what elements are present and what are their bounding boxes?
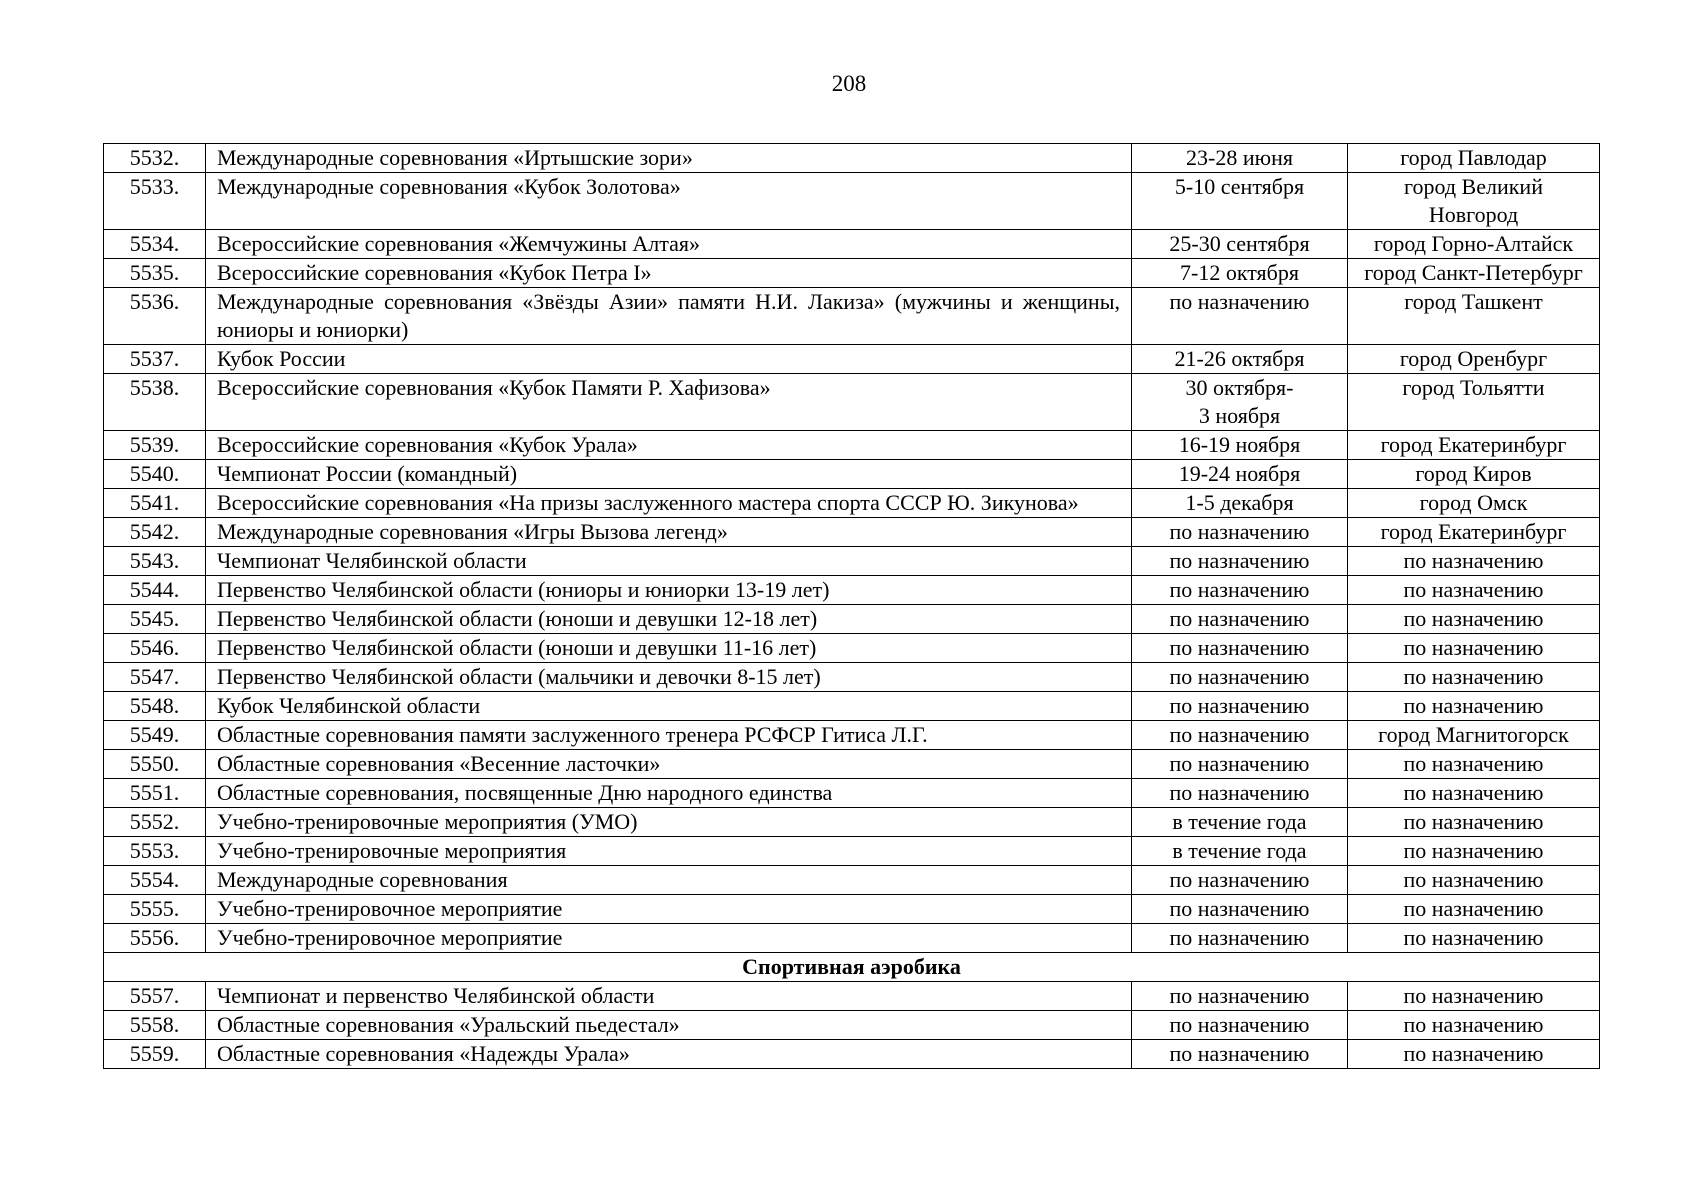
- event-date: по назначению: [1132, 663, 1348, 692]
- event-place: город Магнитогорск: [1348, 721, 1600, 750]
- event-date: по назначению: [1132, 779, 1348, 808]
- event-date: по назначению: [1132, 1040, 1348, 1069]
- event-name: Международные соревнования «Звёзды Азии» памяти Н.И. Лакиза» (мужчины и женщины, юниоры и юниорки): [206, 288, 1132, 345]
- event-name: Международные соревнования «Игры Вызова легенд»: [206, 518, 1132, 547]
- event-place: по назначению: [1348, 547, 1600, 576]
- event-date: по назначению: [1132, 634, 1348, 663]
- table-row: [104, 924, 1600, 953]
- event-place: по назначению: [1348, 837, 1600, 866]
- event-date: в течение года: [1132, 808, 1348, 837]
- event-name: Международные соревнования: [206, 866, 1132, 895]
- event-name: Учебно-тренировочные мероприятия: [206, 837, 1132, 866]
- table-row: [104, 866, 1600, 895]
- event-place: город Оренбург: [1348, 345, 1600, 374]
- event-date: по назначению: [1132, 692, 1348, 721]
- event-date: по назначению: [1132, 750, 1348, 779]
- event-name: Областные соревнования «Весенние ласточки»: [206, 750, 1132, 779]
- event-name: Всероссийские соревнования «Кубок Петра I»: [206, 259, 1132, 288]
- event-name: Чемпионат России (командный): [206, 460, 1132, 489]
- event-place: по назначению: [1348, 1011, 1600, 1040]
- table-row: [104, 374, 1600, 431]
- event-name: Областные соревнования памяти заслуженного тренера РСФСР Гитиса Л.Г.: [206, 721, 1132, 750]
- event-name: Учебно-тренировочное мероприятие: [206, 895, 1132, 924]
- event-name: Первенство Челябинской области (мальчики и девочки 8-15 лет): [206, 663, 1132, 692]
- table-row: [104, 576, 1600, 605]
- event-number: 5548.: [104, 692, 206, 721]
- event-number: 5537.: [104, 345, 206, 374]
- event-place: по назначению: [1348, 605, 1600, 634]
- event-place: город Киров: [1348, 460, 1600, 489]
- event-name: Всероссийские соревнования «На призы заслуженного мастера спорта СССР Ю. Зикунова»: [206, 489, 1132, 518]
- event-name: Всероссийские соревнования «Жемчужины Алтая»: [206, 230, 1132, 259]
- event-name: Областные соревнования «Уральский пьедестал»: [206, 1011, 1132, 1040]
- event-date: по назначению: [1132, 576, 1348, 605]
- table-row: [104, 173, 1600, 230]
- event-number: 5535.: [104, 259, 206, 288]
- event-number: 5538.: [104, 374, 206, 431]
- event-name: Международные соревнования «Кубок Золотова»: [206, 173, 1132, 230]
- table-row: [104, 144, 1600, 173]
- table-row: [104, 895, 1600, 924]
- event-place: по назначению: [1348, 750, 1600, 779]
- section-title: Спортивная аэробика: [104, 953, 1600, 982]
- event-place: город Екатеринбург: [1348, 431, 1600, 460]
- event-name: Областные соревнования, посвященные Дню народного единства: [206, 779, 1132, 808]
- event-name: Учебно-тренировочные мероприятия (УМО): [206, 808, 1132, 837]
- event-date: 30 октября- 3 ноября: [1132, 374, 1348, 431]
- event-number: 5541.: [104, 489, 206, 518]
- event-number: 5545.: [104, 605, 206, 634]
- event-place: по назначению: [1348, 808, 1600, 837]
- event-place: город Горно-Алтайск: [1348, 230, 1600, 259]
- event-date: 19-24 ноября: [1132, 460, 1348, 489]
- events-table: [103, 143, 1600, 1069]
- table-row: [104, 518, 1600, 547]
- event-number: 5554.: [104, 866, 206, 895]
- event-date: по назначению: [1132, 518, 1348, 547]
- event-number: 5544.: [104, 576, 206, 605]
- event-date: в течение года: [1132, 837, 1348, 866]
- event-date: по назначению: [1132, 1011, 1348, 1040]
- event-place: город Павлодар: [1348, 144, 1600, 173]
- event-number: 5553.: [104, 837, 206, 866]
- event-number: 5536.: [104, 288, 206, 345]
- event-name: Чемпионат Челябинской области: [206, 547, 1132, 576]
- event-number: 5546.: [104, 634, 206, 663]
- event-date: 25-30 сентября: [1132, 230, 1348, 259]
- event-name: Первенство Челябинской области (юноши и девушки 11-16 лет): [206, 634, 1132, 663]
- event-place: по назначению: [1348, 663, 1600, 692]
- event-place: город Ташкент: [1348, 288, 1600, 345]
- event-number: 5559.: [104, 1040, 206, 1069]
- event-place: по назначению: [1348, 1040, 1600, 1069]
- table-row: [104, 230, 1600, 259]
- event-date: по назначению: [1132, 982, 1348, 1011]
- event-name: Всероссийские соревнования «Кубок Урала»: [206, 431, 1132, 460]
- event-place: по назначению: [1348, 576, 1600, 605]
- event-date: по назначению: [1132, 547, 1348, 576]
- table-row: [104, 663, 1600, 692]
- event-place: город Омск: [1348, 489, 1600, 518]
- event-number: 5539.: [104, 431, 206, 460]
- event-date: 5-10 сентября: [1132, 173, 1348, 230]
- event-number: 5540.: [104, 460, 206, 489]
- event-date: 23-28 июня: [1132, 144, 1348, 173]
- event-number: 5555.: [104, 895, 206, 924]
- event-date: 16-19 ноября: [1132, 431, 1348, 460]
- table-row: [104, 1040, 1600, 1069]
- page-number: 208: [831, 71, 867, 96]
- event-date: по назначению: [1132, 605, 1348, 634]
- table-row: [104, 721, 1600, 750]
- event-date: по назначению: [1132, 866, 1348, 895]
- event-place: по назначению: [1348, 634, 1600, 663]
- event-name: Кубок России: [206, 345, 1132, 374]
- event-number: 5551.: [104, 779, 206, 808]
- table-row: [104, 288, 1600, 345]
- event-place: по назначению: [1348, 895, 1600, 924]
- table-row: [104, 779, 1600, 808]
- event-name: Международные соревнования «Иртышские зори»: [206, 144, 1132, 173]
- event-place: по назначению: [1348, 779, 1600, 808]
- event-number: 5543.: [104, 547, 206, 576]
- section-header-row: [104, 953, 1600, 982]
- event-name: Первенство Челябинской области (юниоры и юниорки 13-19 лет): [206, 576, 1132, 605]
- event-number: 5550.: [104, 750, 206, 779]
- event-number: 5552.: [104, 808, 206, 837]
- event-name: Всероссийские соревнования «Кубок Памяти Р. Хафизова»: [206, 374, 1132, 431]
- table-row: [104, 431, 1600, 460]
- event-place: по назначению: [1348, 982, 1600, 1011]
- event-date: 1-5 декабря: [1132, 489, 1348, 518]
- table-row: [104, 345, 1600, 374]
- event-name: Чемпионат и первенство Челябинской области: [206, 982, 1132, 1011]
- table-row: [104, 982, 1600, 1011]
- event-number: 5533.: [104, 173, 206, 230]
- table-row: [104, 1011, 1600, 1040]
- event-number: 5556.: [104, 924, 206, 953]
- event-place: по назначению: [1348, 692, 1600, 721]
- table-row: [104, 634, 1600, 663]
- event-place: город Тольятти: [1348, 374, 1600, 431]
- event-number: 5557.: [104, 982, 206, 1011]
- table-row: [104, 837, 1600, 866]
- event-name: Первенство Челябинской области (юноши и девушки 12-18 лет): [206, 605, 1132, 634]
- event-place: по назначению: [1348, 866, 1600, 895]
- event-number: 5532.: [104, 144, 206, 173]
- event-number: 5549.: [104, 721, 206, 750]
- table-row: [104, 460, 1600, 489]
- event-place: город Екатеринбург: [1348, 518, 1600, 547]
- event-date: по назначению: [1132, 895, 1348, 924]
- table-row: [104, 750, 1600, 779]
- event-place: город Санкт-Петербург: [1348, 259, 1600, 288]
- event-date: 21-26 октября: [1132, 345, 1348, 374]
- event-name: Учебно-тренировочное мероприятие: [206, 924, 1132, 953]
- event-number: 5534.: [104, 230, 206, 259]
- table-row: [104, 605, 1600, 634]
- event-number: 5558.: [104, 1011, 206, 1040]
- table-row: [104, 489, 1600, 518]
- event-number: 5547.: [104, 663, 206, 692]
- event-date: по назначению: [1132, 721, 1348, 750]
- event-name: Кубок Челябинской области: [206, 692, 1132, 721]
- event-date: по назначению: [1132, 924, 1348, 953]
- event-number: 5542.: [104, 518, 206, 547]
- event-date: по назначению: [1132, 288, 1348, 345]
- events-table-body: [104, 144, 1600, 1069]
- event-name: Областные соревнования «Надежды Урала»: [206, 1040, 1132, 1069]
- table-row: [104, 259, 1600, 288]
- table-row: [104, 692, 1600, 721]
- table-row: [104, 547, 1600, 576]
- event-place: город Великий Новгород: [1348, 173, 1600, 230]
- event-place: по назначению: [1348, 924, 1600, 953]
- table-row: [104, 808, 1600, 837]
- event-date: 7-12 октября: [1132, 259, 1348, 288]
